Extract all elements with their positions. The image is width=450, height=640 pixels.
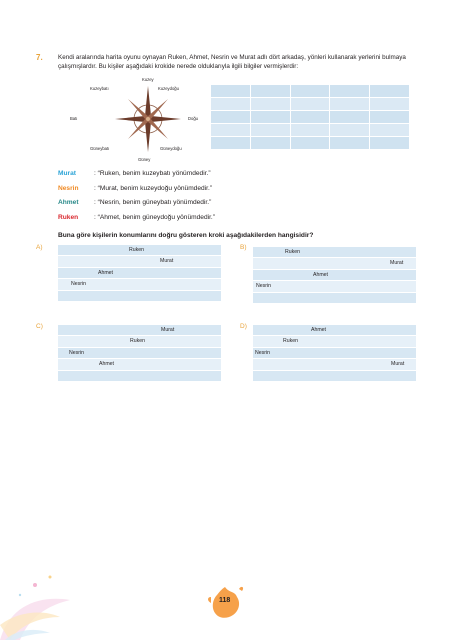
grid-name: Nesrin [255,349,270,356]
grid-name: Nesrin [69,349,84,356]
statement-text: : “Ruken, benim kuzeybatı yönümdedir.” [94,170,211,177]
option-c-label[interactable]: C) [36,323,43,330]
statement-text: : “Ahmet, benim güneydoğu yönümdedir.” [94,213,215,221]
question-text: Kendi aralarında harita oyunu oynayan Ruken, Ahmet, Nesrin ve Murat adlı dört arkadaş, yönleri kullanarak yerlerini bulmaya çalışmışlardır. Bu kişiler aşağıdaki krokide nerede olduklarıyla ilgili bilgiler vermişlerdir: [58,54,406,70]
question-prompt: Buna göre kişilerin konumlarını doğru gösteren kroki aşağıdakilerden hangisidir? [58,232,314,239]
grid-name: Nesrin [71,281,86,288]
direction-northeast: Kuzeydoğu [158,86,179,91]
grid-name: Ruken [130,338,145,345]
direction-west: Batı [70,116,78,121]
direction-southwest: Güneybatı [90,146,110,151]
statement-nesrin [58,182,215,197]
option-d-grid[interactable] [253,325,416,382]
statement-ahmet [58,196,215,211]
grid-name: Murat [161,327,175,333]
option-b-label[interactable]: B) [240,244,247,251]
statement-name: Nesrin [58,184,79,192]
compass-rose [70,74,208,164]
option-a-label[interactable]: A) [36,244,43,251]
direction-northwest: Kuzeybatı [90,86,109,91]
grid-name: Murat [160,258,174,265]
decorative-swirl-icon [0,555,90,640]
direction-east: Doğu [188,116,199,121]
grid-name: Ahmet [98,269,113,276]
direction-south: Güney [138,157,151,162]
question-number: 7. [36,53,43,62]
grid-name: Ruken [283,338,298,345]
direction-north: Kuzey [142,77,154,82]
statement-name: Ahmet [58,199,79,206]
grid-name: Ahmet [311,327,326,333]
option-b-grid[interactable] [253,247,416,304]
page-number: 118 [219,597,231,604]
option-a-grid[interactable] [58,245,221,302]
blank-grid [210,84,410,150]
grid-name: Ruken [129,247,144,253]
option-c-grid[interactable] [58,325,221,382]
option-d-label[interactable]: D) [240,323,247,330]
statement-text: : “Nesrin, benim güneybatı yönümdedir.” [94,199,212,206]
statement-name: Murat [58,170,76,177]
statement-text: : “Murat, benim kuzeydoğu yönümdedir.” [94,184,213,192]
statement-list [58,167,215,225]
grid-name: Nesrin [256,283,271,290]
grid-name: Ahmet [99,361,114,368]
grid-name: Murat [391,361,405,368]
statement-ruken [58,211,215,226]
grid-name: Murat [390,260,404,267]
statement-name: Ruken [58,213,79,221]
grid-name: Ruken [285,249,300,255]
statement-murat [58,167,215,182]
grid-name: Ahmet [313,271,328,278]
direction-southeast: Güneydoğu [160,146,182,151]
